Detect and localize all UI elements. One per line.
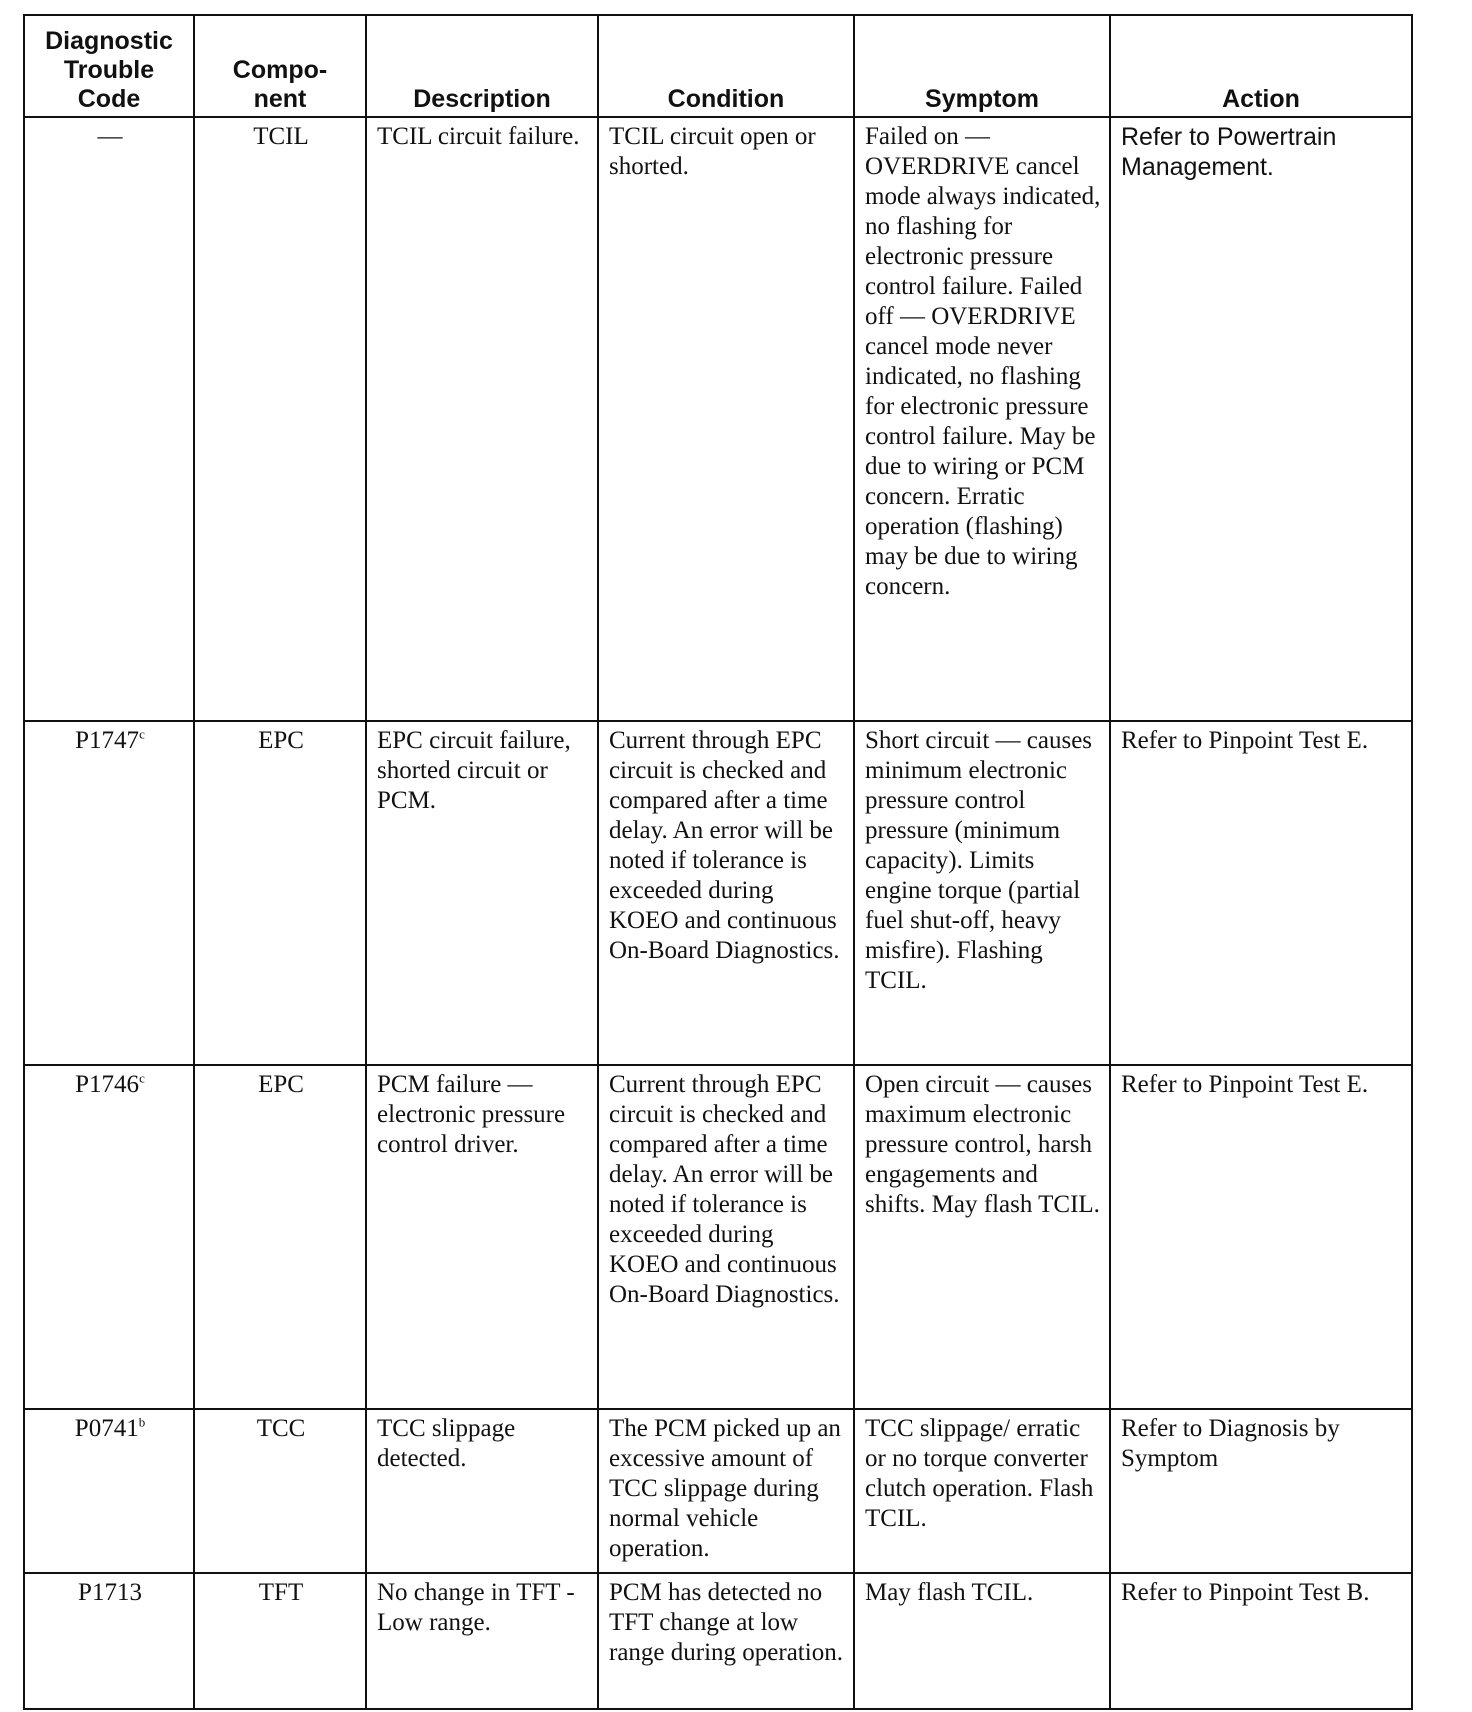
header-action-text: Action — [1222, 85, 1300, 113]
symptom-cell: Failed on — OVERDRIVE cancel mode always indicated, no flashing for electronic pressure control failure. Failed off — OVERDRIVE cancel mode never indicated, no flashing for electronic pressure control failure. May be due to wiring or PCM concern. Erratic operation (flashing) may be due to wiring concern. — [854, 117, 1110, 721]
code-text: P1747 — [75, 727, 140, 754]
condition-cell: PCM has detected no TFT change at low range during operation. — [598, 1573, 854, 1709]
code-text: — — [97, 123, 123, 150]
description-cell: TCIL circuit failure. — [366, 117, 598, 721]
code-text: P0741 — [74, 1415, 139, 1442]
table-row — [24, 721, 1412, 1065]
action-cell: Refer to Pinpoint Test B. — [1110, 1573, 1412, 1709]
condition-cell: Current through EPC circuit is checked and compared after a time delay. An error will be noted if tolerance is exceeded during KOEO and continuous On-Board Diagnostics. — [598, 721, 854, 1065]
description-cell: No change in TFT - Low range. — [366, 1573, 598, 1709]
header-description — [366, 15, 598, 117]
component-cell: EPC — [194, 1065, 366, 1409]
header-code — [24, 15, 194, 117]
header-code-text: Diagnostic Trouble Code — [45, 27, 173, 113]
component-cell: TCIL — [194, 117, 366, 721]
component-cell: TCC — [194, 1409, 366, 1573]
header-component — [194, 15, 366, 117]
header-condition-text: Condition — [667, 85, 785, 113]
header-condition — [598, 15, 854, 117]
description-cell: EPC circuit failure, shorted circuit or PCM. — [366, 721, 598, 1065]
table-row — [24, 1409, 1412, 1573]
description-cell: TCC slippage detected. — [366, 1409, 598, 1573]
component-cell: TFT — [194, 1573, 366, 1709]
table-row — [24, 1065, 1412, 1409]
header-description-text: Description — [413, 85, 551, 113]
code-cell — [24, 1409, 194, 1573]
table-row — [24, 1573, 1412, 1709]
action-cell: Refer to Pinpoint Test E. — [1110, 1065, 1412, 1409]
code-cell — [24, 721, 194, 1065]
action-cell: Refer to Diagnosis by Symptom — [1110, 1409, 1412, 1573]
dtc-table — [23, 14, 1413, 1710]
symptom-cell: Short circuit — causes minimum electronic pressure control pressure (minimum capacity). Limits engine torque (partial fuel shut-off, heavy misfire). Flashing TCIL. — [854, 721, 1110, 1065]
code-cell — [24, 1065, 194, 1409]
symptom-cell: TCC slippage/ erratic or no torque converter clutch operation. Flash TCIL. — [854, 1409, 1110, 1573]
code-cell — [24, 1573, 194, 1709]
action-cell: Refer to Pinpoint Test E. — [1110, 721, 1412, 1065]
component-cell: EPC — [194, 721, 366, 1065]
code-cell — [24, 117, 194, 721]
header-row — [24, 15, 1412, 117]
description-cell: PCM failure — electronic pressure control driver. — [366, 1065, 598, 1409]
symptom-cell: May flash TCIL. — [854, 1573, 1110, 1709]
table-row — [24, 117, 1412, 721]
condition-cell: The PCM picked up an excessive amount of TCC slippage during normal vehicle operation. — [598, 1409, 854, 1573]
header-symptom-text: Symptom — [925, 85, 1039, 113]
code-footnote: c — [139, 726, 145, 742]
action-cell: Refer to Powertrain Management. — [1110, 117, 1412, 721]
code-text: P1746 — [75, 1071, 140, 1098]
header-action — [1110, 15, 1412, 117]
condition-cell: Current through EPC circuit is checked and compared after a time delay. An error will be noted if tolerance is exceeded during KOEO and continuous On-Board Diagnostics. — [598, 1065, 854, 1409]
symptom-cell: Open circuit — causes maximum electronic pressure control, harsh engagements and shifts. May flash TCIL. — [854, 1065, 1110, 1409]
condition-cell: TCIL circuit open or shorted. — [598, 117, 854, 721]
code-footnote: b — [138, 1414, 146, 1430]
header-symptom — [854, 15, 1110, 117]
code-footnote: c — [139, 1070, 145, 1086]
code-text: P1713 — [78, 1579, 142, 1606]
header-component-text: Compo-nent — [232, 56, 328, 113]
